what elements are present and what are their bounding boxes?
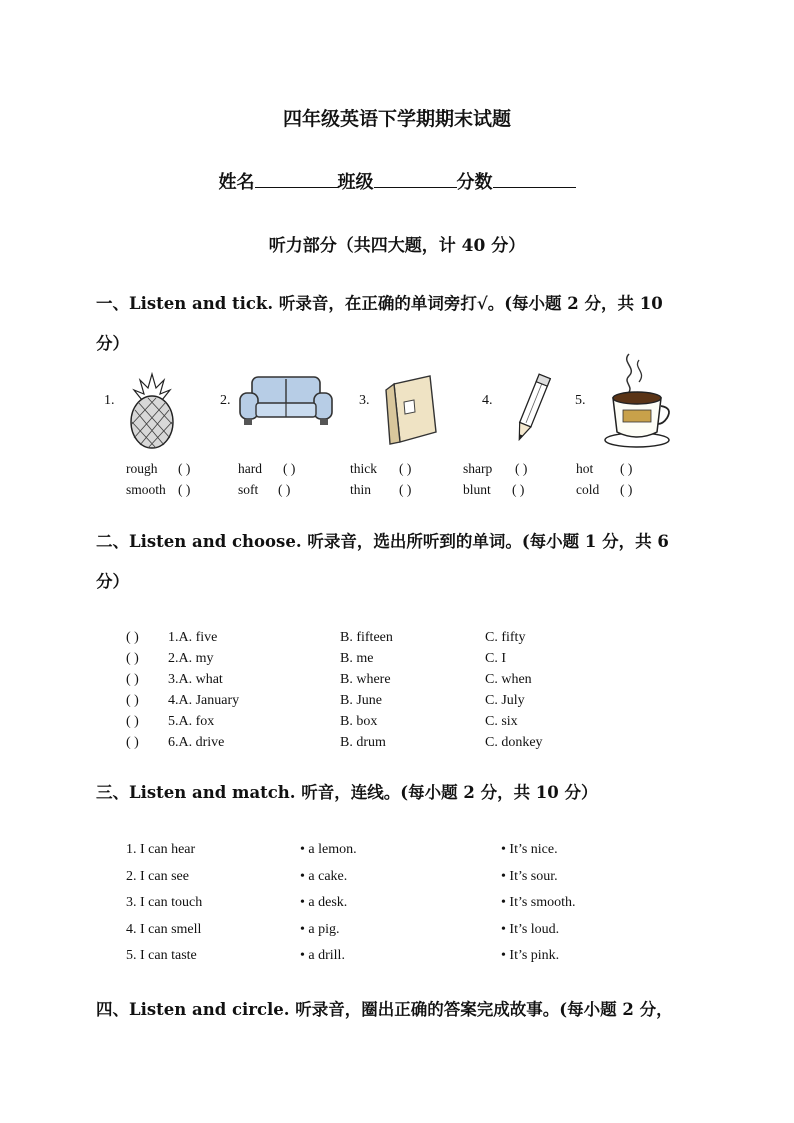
- match-middle[interactable]: • a desk.: [300, 895, 348, 910]
- match-row: [126, 869, 686, 896]
- answer-paren[interactable]: ( ): [278, 482, 291, 497]
- answer-paren[interactable]: ( ): [126, 650, 139, 666]
- answer-paren[interactable]: ( ): [620, 482, 633, 497]
- choose-row: [126, 627, 543, 648]
- option-a: 1.A. five: [168, 629, 218, 645]
- word-option: blunt: [463, 482, 491, 497]
- answer-paren[interactable]: ( ): [512, 482, 525, 497]
- option-a: 3.A. what: [168, 671, 223, 687]
- page-title: 四年级英语下学期期末试题: [282, 108, 511, 130]
- score-blank[interactable]: [493, 171, 576, 188]
- option-b: B. where: [340, 671, 391, 687]
- option-c: C. I: [485, 650, 506, 666]
- match-row: [126, 895, 686, 922]
- option-a: 5.A. fox: [168, 713, 215, 729]
- choose-row: [126, 648, 543, 669]
- option-b: B. drum: [340, 734, 386, 750]
- tick-item-number: 1.: [104, 393, 115, 408]
- match-right[interactable]: • It’s pink.: [501, 948, 560, 963]
- answer-paren[interactable]: ( ): [399, 461, 412, 476]
- match-row: [126, 842, 686, 869]
- match-right[interactable]: • It’s sour.: [501, 868, 558, 884]
- word-option: thin: [350, 482, 372, 497]
- option-b: B. fifteen: [340, 629, 393, 645]
- match-left: 1. I can hear: [126, 842, 196, 857]
- class-label: 班级: [337, 172, 374, 193]
- word-option: smooth: [126, 482, 166, 497]
- option-c: C. six: [485, 713, 518, 729]
- option-a: 4.A. January: [168, 692, 240, 708]
- pencil-icon: [512, 370, 552, 446]
- answer-paren[interactable]: ( ): [126, 692, 139, 708]
- match-right[interactable]: • It’s loud.: [501, 921, 560, 937]
- answer-paren[interactable]: ( ): [126, 734, 139, 750]
- sofa-icon: [238, 375, 334, 427]
- tick-words: [126, 461, 726, 503]
- listening-part-heading: 听力部分（共四大题，计 40 分）: [268, 236, 526, 256]
- section-1-line2: 分）: [96, 334, 129, 353]
- choose-row: [126, 669, 543, 690]
- word-option: thick: [350, 461, 377, 476]
- option-b: B. box: [340, 713, 378, 729]
- option-b: B. me: [340, 650, 374, 666]
- section-2-line2: 分）: [96, 572, 129, 591]
- option-c: C. July: [485, 692, 525, 708]
- section-2-line1: 二、Listen and choose. 听录音，选出所听到的单词。(每小题 1 分，共 6: [96, 532, 669, 551]
- section-1-line1: 一、Listen and tick. 听录音，在正确的单词旁打√。(每小题 2 分，共 10: [96, 294, 663, 313]
- match-row: [126, 922, 686, 949]
- word-option: cold: [576, 482, 600, 497]
- choose-row: [126, 732, 543, 753]
- word-option: rough: [126, 461, 158, 476]
- answer-paren[interactable]: ( ): [126, 671, 139, 687]
- word-option: soft: [238, 482, 259, 497]
- name-label: 姓名: [218, 172, 255, 193]
- section-4-heading: 四、Listen and circle. 听录音，圈出正确的答案完成故事。(每小题 2 分，: [96, 1000, 673, 1019]
- match-left: 3. I can touch: [126, 895, 203, 910]
- score-label: 分数: [456, 172, 493, 193]
- match-middle[interactable]: • a cake.: [300, 868, 348, 884]
- word-option: hard: [238, 461, 262, 476]
- pineapple-icon: [126, 372, 178, 450]
- match-middle[interactable]: • a drill.: [300, 948, 345, 963]
- book-icon: [382, 374, 440, 446]
- match-left: 4. I can smell: [126, 921, 202, 937]
- option-c: C. when: [485, 671, 532, 687]
- tick-item-number: 3.: [359, 393, 370, 408]
- match-row: [126, 948, 686, 975]
- answer-paren[interactable]: ( ): [178, 461, 191, 476]
- option-b: B. June: [340, 692, 382, 708]
- match-left: 5. I can taste: [126, 948, 197, 963]
- word-option: hot: [576, 461, 594, 476]
- answer-paren[interactable]: ( ): [178, 482, 191, 497]
- section-3-heading: 三、Listen and match. 听音，连线。(每小题 2 分，共 10 分）: [96, 783, 598, 802]
- match-right[interactable]: • It’s nice.: [501, 842, 558, 857]
- coffee-cup-icon: [603, 352, 675, 448]
- answer-paren[interactable]: ( ): [620, 461, 633, 476]
- class-blank[interactable]: [374, 171, 457, 188]
- match-right[interactable]: • It’s smooth.: [501, 895, 576, 910]
- match-middle[interactable]: • a pig.: [300, 921, 340, 937]
- section-2-heading: [96, 522, 706, 602]
- answer-paren[interactable]: ( ): [515, 461, 528, 476]
- word-option: sharp: [463, 461, 493, 476]
- match-left: 2. I can see: [126, 868, 189, 884]
- match-middle[interactable]: • a lemon.: [300, 842, 357, 857]
- tick-item-number: 5.: [575, 393, 586, 408]
- option-a: 6.A. drive: [168, 734, 225, 750]
- answer-paren[interactable]: ( ): [126, 629, 139, 645]
- choose-row: [126, 711, 543, 732]
- match-list: [126, 842, 686, 975]
- answer-paren[interactable]: ( ): [283, 461, 296, 476]
- choose-row: [126, 690, 543, 711]
- answer-paren[interactable]: ( ): [126, 713, 139, 729]
- tick-item-number: 4.: [482, 393, 493, 408]
- option-c: C. fifty: [485, 629, 526, 645]
- answer-paren[interactable]: ( ): [399, 482, 412, 497]
- tick-item-number: 2.: [220, 393, 231, 408]
- choose-table: [126, 627, 543, 753]
- student-info-line: [0, 168, 794, 194]
- option-a: 2.A. my: [168, 650, 214, 666]
- name-blank[interactable]: [255, 171, 338, 188]
- option-c: C. donkey: [485, 734, 543, 750]
